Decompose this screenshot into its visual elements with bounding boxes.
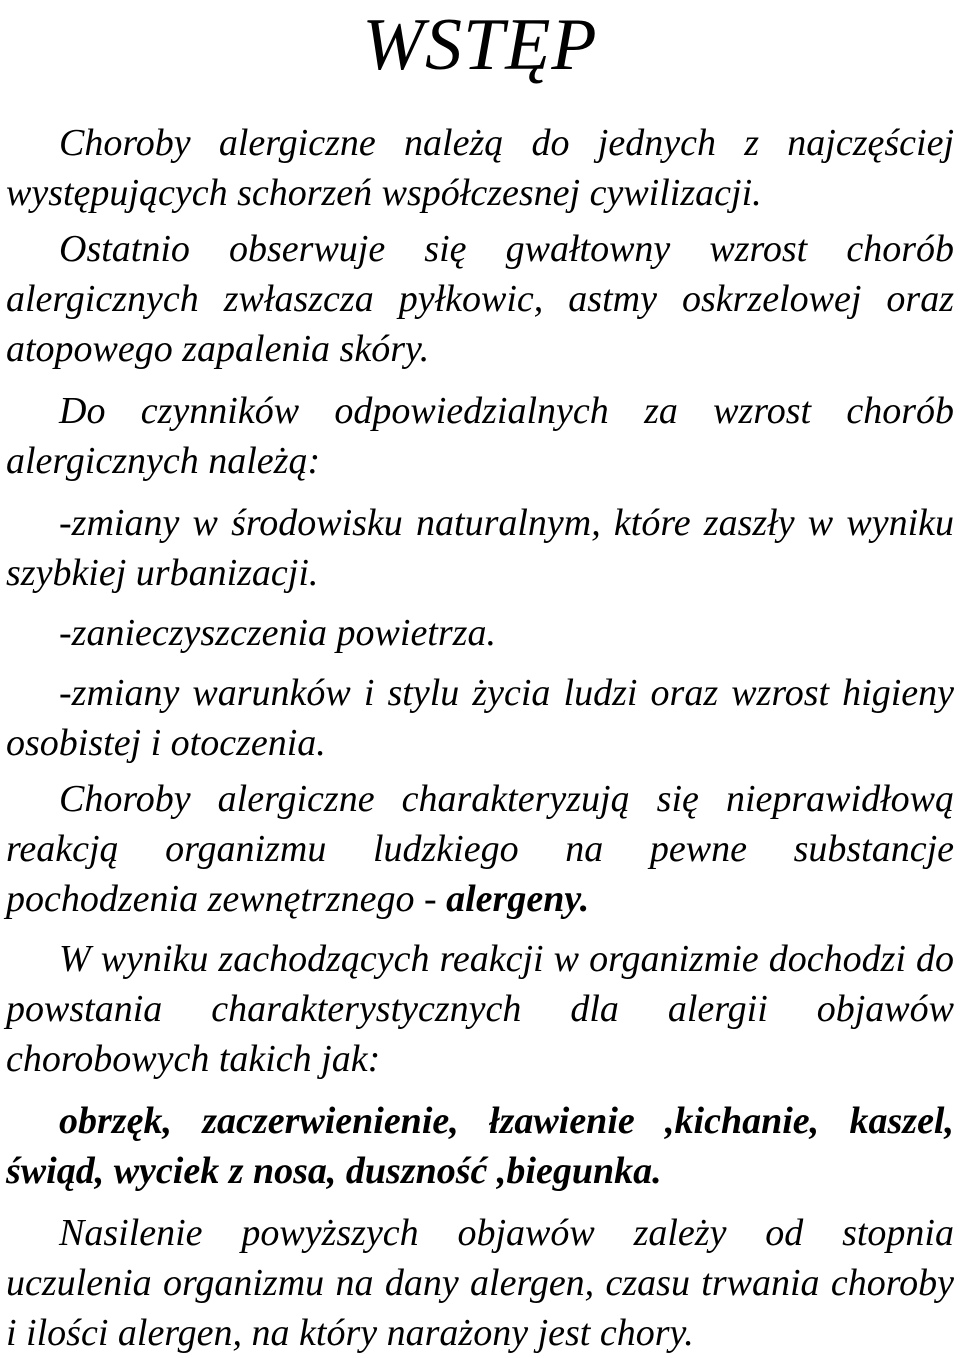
list-item-pollution: -zanieczyszczenia powietrza. bbox=[59, 612, 496, 654]
paragraph-increase: Ostatnio obserwuje się gwałtowny wzrost chorób alergicznych zwłaszcza pyłkowic, astmy oskrzelowej oraz atopowego zapalenia skóry. bbox=[6, 228, 954, 370]
document-page bbox=[6, 0, 954, 1358]
paragraph-definition bbox=[6, 774, 954, 924]
paragraph-factors-intro: Do czynników odpowiedzialnych za wzrost chorób alergicznych należą: bbox=[6, 390, 954, 482]
allergens-term: alergeny. bbox=[446, 878, 590, 920]
page-title: WSTĘP bbox=[362, 4, 598, 86]
paragraph-intro: Choroby alergiczne należą do jednych z najczęściej występujących schorzeń współczesnej cywilizacji. bbox=[6, 122, 954, 214]
paragraph-symptoms-list: obrzęk, zaczerwienienie, łzawienie ,kichanie, kaszel, świąd, wyciek z nosa, duszność ,biegunka. bbox=[6, 1100, 954, 1192]
paragraph-severity: Nasilenie powyższych objawów zależy od stopnia uczulenia organizmu na dany alergen, czasu trwania choroby i ilości alergen, na który narażony jest chory. bbox=[6, 1212, 954, 1354]
paragraph-symptoms-intro: W wyniku zachodzących reakcji w organizmie dochodzi do powstania charakterystycznych dla alergii objawów chorobowych takich jak: bbox=[6, 938, 954, 1080]
list-item-environment: -zmiany w środowisku naturalnym, które zaszły w wyniku szybkiej urbanizacji. bbox=[6, 502, 954, 594]
list-item-lifestyle: -zmiany warunków i stylu życia ludzi oraz wzrost higieny osobistej i otoczenia. bbox=[6, 672, 954, 764]
definition-text: Choroby alergiczne charakteryzują się nieprawidłową reakcją organizmu ludzkiego na pewne substancje pochodzenia zewnętrznego - bbox=[6, 778, 954, 920]
